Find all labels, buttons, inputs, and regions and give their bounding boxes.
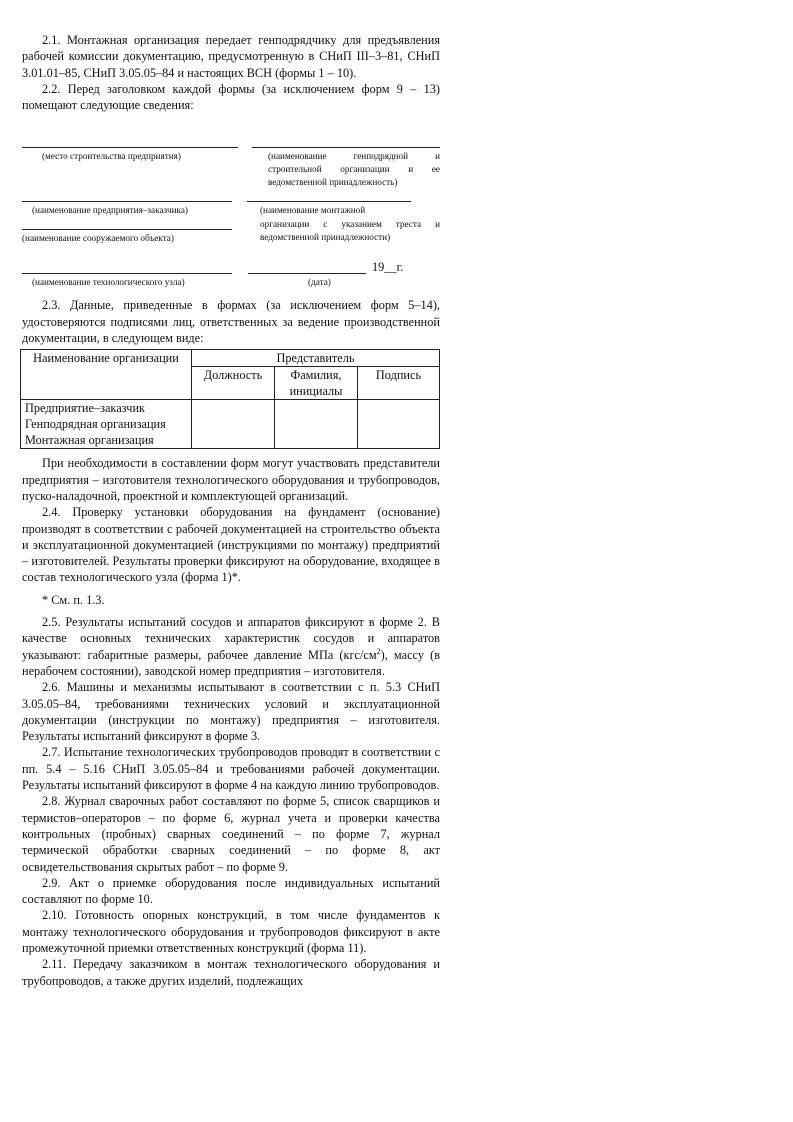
paragraph-2-11: 2.11. Передачу заказчиком в монтаж технологического оборудования и трубопроводов, а также других изделий, подлежащих <box>22 957 440 988</box>
caption-installer-rest: организации с указанием треста и ведомственной принадлежности) <box>260 219 440 243</box>
paragraph-note: При необходимости в составлении форм могут участвовать представители предприятия – изготовителя технологического оборудования и трубопроводов, пуско-наладочной, проектной и комплектующей организаций. <box>22 456 440 503</box>
table-cell-name-empty <box>275 400 358 449</box>
caption-installer-line1: (наименование монтажной <box>260 205 366 216</box>
field-line-date <box>248 273 366 274</box>
caption-customer: (наименование предприятия–заказчика) <box>32 205 188 216</box>
paragraph-2-5 <box>22 614 440 679</box>
year-label: 19__г. <box>372 260 404 275</box>
paragraph-2-3: 2.3. Данные, приведенные в формах (за исключением форм 5–14), удостоверяются подписями лиц, ответственных за ведение производственной документации, в следующем виде: <box>22 298 440 346</box>
paragraph-2-1: 2.1. Монтажная организация передает генподрядчику для предъявления рабочей комиссии документацию, предусмотренную в СНиП III–3–81, СНиП 3.01.01–85, СНиП 3.05.05–84 и настоящих ВСН (формы 1 – 10). <box>22 33 440 80</box>
caption-general-contractor: (наименование генподрядной и строительной организации и ее ведомственной принадлежность) <box>268 151 440 187</box>
caption-date: (дата) <box>308 277 331 288</box>
row-label-installer: Монтажная организация <box>25 433 154 448</box>
table-head-organization: Наименование организации <box>21 350 192 400</box>
row-label-customer: Предприятие–заказчик <box>25 401 146 416</box>
superscript-squared: 2 <box>376 646 381 656</box>
paragraph-2-6: 2.6. Машины и механизмы испытывают в соответствии с п. 5.3 СНиП 3.05.05–84, требованиями технических условий и эксплуатационной документации (инструкции по монтажу) предприятия – изготовителя. Результаты испытаний фиксируют в форме 3. <box>22 680 440 744</box>
paragraph-2-5-part-b: ), массу (в нерабочем состоянии), заводской номер предприятия – изготовителя. <box>22 647 441 678</box>
table-head-signature: Подпись <box>358 367 440 400</box>
paragraph-2-4: 2.4. Проверку установки оборудования на фундамент (основание) производят в соответствии с рабочей документацией на строительство объекта и эксплуатационной документацией (инструкциями по монтажу) предприятий – изготовителей. Результаты проверки фиксируют на оборудование, входящее в состав технологического узла (форма 1)*. <box>22 505 440 585</box>
document-page <box>22 32 440 989</box>
caption-construction-site: (место строительства предприятия) <box>42 151 181 162</box>
paragraph-2-2: 2.2. Перед заголовком каждой формы (за исключением форм 9 – 13) помещают следующие сведения: <box>22 81 440 113</box>
table-head-representative: Представитель <box>192 350 440 367</box>
field-line-structure <box>22 229 232 230</box>
field-line-construction-site <box>22 147 238 148</box>
caption-structure: (наименование сооружаемого объекта) <box>22 233 174 244</box>
table-head-position: Должность <box>192 367 275 400</box>
field-line-tech-unit <box>22 273 232 274</box>
table-head-name: Фамилия, инициалы <box>275 367 358 400</box>
field-line-general-contractor <box>252 147 440 148</box>
table-cell-organizations <box>21 400 192 449</box>
footnote: * См. п. 1.3. <box>42 592 105 607</box>
row-label-general-contractor: Генподрядная организация <box>25 417 166 432</box>
paragraph-2-8: 2.8. Журнал сварочных работ составляют по форме 5, список сварщиков и термистов–операторов – по форме 6, журнал учета и проверки качества контрольных (пробных) сварных соединений – по форме 7, журнал термической обработки сварных соединений – по форме 8, акт освидетельствования скрытых работ – по форме 9. <box>22 794 440 874</box>
field-line-installer <box>247 201 411 202</box>
table-cell-position-empty <box>192 400 275 449</box>
paragraph-2-10: 2.10. Готовность опорных конструкций, в том числе фундаментов к монтажу технологического оборудования и трубопроводов фиксируют в акте промежуточной приемки ответственных конструкций (форма 11). <box>22 908 440 955</box>
paragraph-2-5-part-a: 2.5. Результаты испытаний сосудов и аппаратов фиксируют в форме 2. В качестве основных технических характеристик сосудов и аппаратов указывают: габаритные размеры, рабочее давление МПа (кгс/см <box>22 615 440 662</box>
caption-tech-unit: (наименование технологического узла) <box>32 277 185 288</box>
table-cell-signature-empty <box>358 400 440 449</box>
table-row <box>21 400 440 449</box>
header-fields-block <box>22 113 440 288</box>
paragraph-2-9: 2.9. Акт о приемке оборудования после индивидуальных испытаний составляют по форме 10. <box>22 875 440 907</box>
paragraph-2-7: 2.7. Испытание технологических трубопроводов проводят в соответствии с пп. 5.4 – 5.16 СНиП 3.05.05–84 и требованиями рабочей документации. Результаты испытаний фиксируют в форме 4 на каждую линию трубопроводов. <box>22 745 440 793</box>
signatures-table <box>20 349 440 449</box>
field-line-customer <box>22 201 232 202</box>
